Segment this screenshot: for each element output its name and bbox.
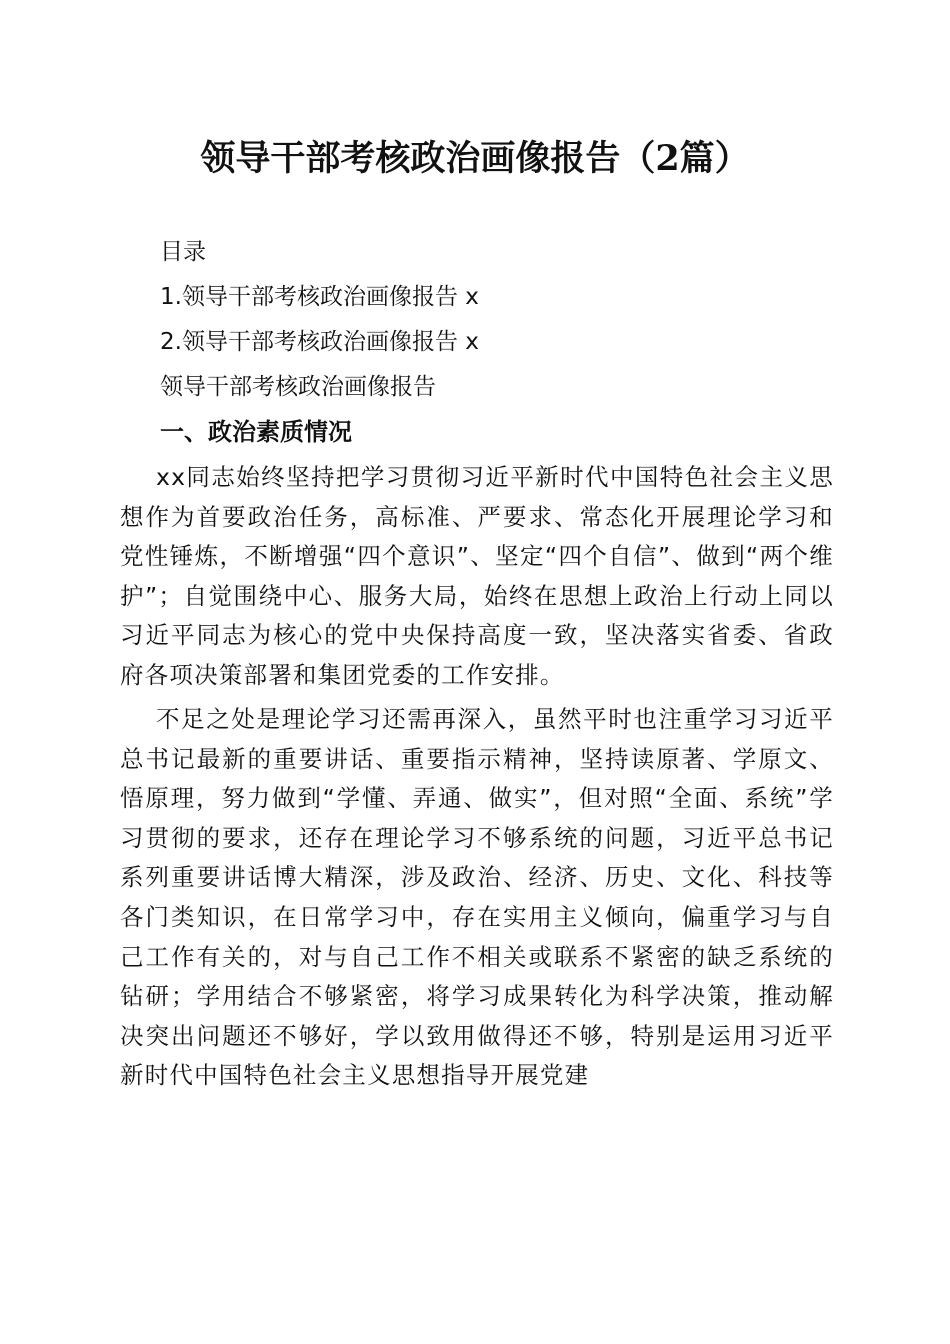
body-paragraph-2: 不足之处是理论学习还需再深入，虽然平时也注重学习习近平总书记最新的重要讲话、重要指示精神，坚持读原著、学原文、悟原理，努力做到“学懂、弄通、做实”，但对照“全面、系统”学习贯彻的要求，还存在理论学习不够系统的问题，习近平总书记系列重要讲话博大精深，涉及政治、经济、历史、文化、科技等各门类知识，在日常学习中，存在实用主义倾向，偏重学习与自己工作有关的，对与自己工作不相关或联系不紧密的缺乏系统的钻研；学用结合不够紧密，将学习成果转化为科学决策，推动解决突出问题还不够好，学以致用做得还不够，特别是运用习近平新时代中国特色社会主义思想指导开展党建 [120, 705, 834, 1090]
document-title: 领导干部考核政治画像报告（2篇） [200, 138, 750, 179]
toc-item-2: 2.领导干部考核政治画像报告 x [160, 329, 479, 355]
toc-label: 目录 [160, 239, 206, 265]
article-title: 领导干部考核政治画像报告 [160, 374, 436, 400]
body-paragraph-1: xx同志始终坚持把学习贯彻习近平新时代中国特色社会主义思想作为首要政治任务，高标准、严要求、常态化开展理论学习和党性锤炼，不断增强“四个意识”、坚定“四个自信”、做到“两个维护”；自觉围绕中心、服务大局，始终在思想上政治上行动上同以习近平同志为核心的党中央保持高度一致，坚决落实省委、省政府各项决策部署和集团党委的工作安排。 [120, 463, 834, 689]
section-heading: 一、政治素质情况 [160, 418, 352, 446]
toc-item-1: 1.领导干部考核政治画像报告 x [160, 284, 479, 310]
